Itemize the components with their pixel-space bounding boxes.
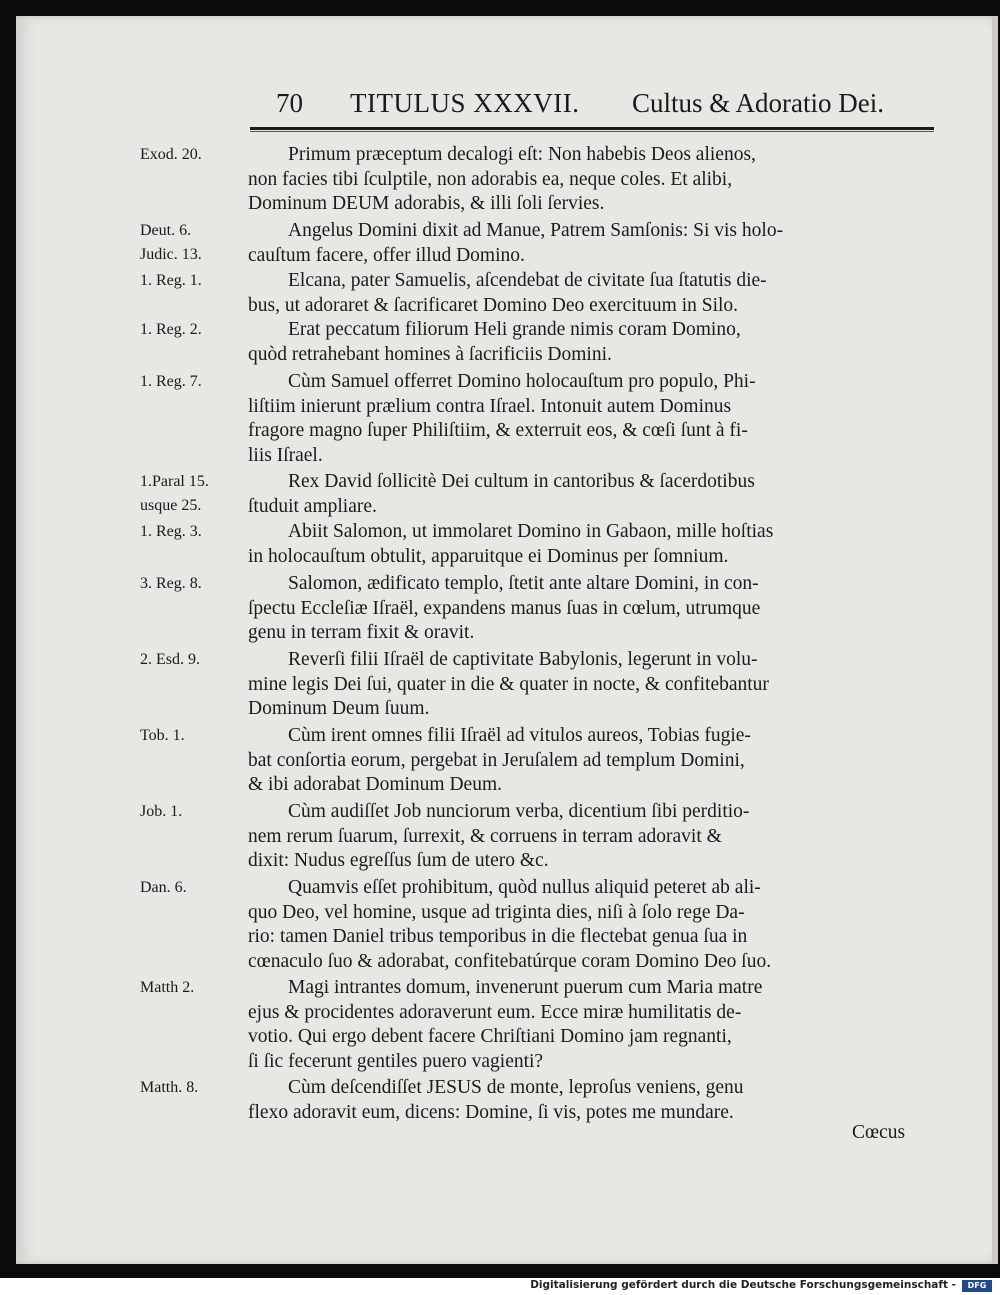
paragraph xyxy=(248,648,932,722)
margin-reference xyxy=(140,1076,250,1100)
page-title: TITULUS XXXVII. xyxy=(350,88,580,118)
paragraph xyxy=(248,143,932,217)
margin-reference xyxy=(140,876,250,900)
paragraph xyxy=(248,219,932,268)
text-line: Primum præceptum decalogi eſt: Non habebis Deos alienos, xyxy=(288,144,756,165)
reference-line: Deut. 6. xyxy=(140,222,192,239)
footer-bar xyxy=(0,1278,1000,1295)
reference-line: 1. Reg. 7. xyxy=(140,373,202,390)
reference-line: usque 25. xyxy=(140,497,202,514)
text-line: dixit: Nudus egreſſus ſum de utero &c. xyxy=(248,850,549,871)
margin-reference xyxy=(140,143,250,167)
reference-line: Dan. 6. xyxy=(140,879,187,896)
reference-line: 1.Paral 15. xyxy=(140,473,209,490)
text-line: in holocauſtum obtulit, apparuitque ei Dominus per ſomnium. xyxy=(248,545,729,567)
reference-line: 1. Reg. 1. xyxy=(140,272,202,289)
paragraph xyxy=(248,724,932,798)
paragraph xyxy=(248,800,932,874)
reference-line: Matth. 8. xyxy=(140,1079,199,1096)
paragraph xyxy=(248,572,932,646)
text-line: quòd retrahebant homines à ſacrificiis Domini. xyxy=(248,343,612,365)
dfg-logo: DFG xyxy=(962,1280,992,1292)
paragraph xyxy=(248,520,932,569)
page-subtitle: Cultus & Adoratio Dei. xyxy=(632,88,884,118)
text-line: Cùm deſcendiſſet JESUS de monte, leproſus veniens, genu xyxy=(288,1077,744,1098)
text-line: Salomon, ædificato templo, ſtetit ante altare Domini, in con- xyxy=(288,573,759,594)
text-line: nem rerum ſuarum, ſurrexit, & corruens in terram adoravit & xyxy=(248,825,722,847)
reference-line: 1. Reg. 2. xyxy=(140,321,202,338)
running-header xyxy=(0,88,982,128)
text-line: ejus & procidentes adoraverunt eum. Ecce miræ humilitatis de- xyxy=(248,1001,742,1023)
margin-reference xyxy=(140,269,250,293)
text-line: fragore magno ſuper Philiſtiim, & exterruit eos, & cœſi ſunt à fi- xyxy=(248,420,748,441)
margin-reference xyxy=(140,219,250,267)
text-line: non facies tibi ſculptile, non adorabis ea, neque coles. Et alibi, xyxy=(248,168,733,190)
reference-line: Matth 2. xyxy=(140,979,195,996)
text-line: Angelus Domini dixit ad Manue, Patrem Samſonis: Si vis holo- xyxy=(288,220,784,241)
reference-line: Judic. 13. xyxy=(140,246,202,263)
margin-reference xyxy=(140,470,250,518)
text-line: Dominum Deum ſuum. xyxy=(248,698,430,719)
header-rule xyxy=(250,127,934,130)
margin-reference xyxy=(140,318,250,342)
reference-line: Tob. 1. xyxy=(140,727,185,744)
catchword: Cœcus xyxy=(852,1122,906,1143)
paragraph xyxy=(248,876,932,974)
text-line: Cùm audiſſet Job nunciorum verba, dicentium ſibi perditio- xyxy=(288,801,750,822)
text-line: mine legis Dei ſui, quater in die & quater in nocte, & confitebantur xyxy=(248,673,769,695)
text-line: Rex David ſollicitè Dei cultum in cantoribus & ſacerdotibus xyxy=(288,471,755,492)
page-edge xyxy=(992,16,998,1264)
text-line: cœnaculo ſuo & adorabat, confitebatúrque coram Domino Deo ſuo. xyxy=(248,950,772,972)
margin-reference xyxy=(140,520,250,544)
text-line: ſpectu Eccleſiæ Iſraël, expandens manus ſuas in cœlum, utrumque xyxy=(248,597,761,619)
reference-line: Exod. 20. xyxy=(140,146,202,163)
page-number: 70 xyxy=(276,88,303,118)
margin-reference xyxy=(140,648,250,672)
margin-reference xyxy=(140,800,250,824)
margin-reference xyxy=(140,976,250,1000)
paragraph xyxy=(248,1076,932,1125)
text-line: liis Iſrael. xyxy=(248,444,323,466)
paragraph xyxy=(248,370,932,468)
margin-reference xyxy=(140,572,250,596)
text-line: cauſtum facere, offer illud Domino. xyxy=(248,244,525,266)
text-line: flexo adoravit eum, dicens: Domine, ſi vis, potes me mundare. xyxy=(248,1101,734,1123)
text-line: Reverſi filii Iſraël de captivitate Babylonis, legerunt in volu- xyxy=(288,649,758,670)
text-line: votio. Qui ergo debent facere Chriſtiani Domino jam regnanti, xyxy=(248,1026,732,1047)
reference-line: 1. Reg. 3. xyxy=(140,523,202,540)
text-line: ſtuduit ampliare. xyxy=(248,495,377,517)
text-line: Cùm irent omnes filii Iſraël ad vitulos aureos, Tobias fugie- xyxy=(288,725,751,746)
margin-reference xyxy=(140,370,250,394)
header-rule-thin xyxy=(250,131,934,132)
reference-line: Job. 1. xyxy=(140,803,183,820)
paragraph xyxy=(248,318,932,367)
text-line: quo Deo, vel homine, usque ad triginta dies, niſi à ſolo rege Da- xyxy=(248,901,745,923)
text-line: Dominum DEUM adorabis, & illi ſoli ſervies. xyxy=(248,193,605,214)
text-line: bus, ut adoraret & ſacrificaret Domino Deo exercituum in Silo. xyxy=(248,294,739,316)
paragraph xyxy=(248,269,932,318)
paragraph xyxy=(248,976,932,1074)
text-line: Magi intrantes domum, invenerunt puerum cum Maria matre xyxy=(288,977,763,998)
text-line: bat conſortia eorum, pergebat in Jeruſalem ad templum Domini, xyxy=(248,749,745,771)
paragraph xyxy=(248,470,932,519)
text-line: Elcana, pater Samuelis, aſcendebat de civitate ſua ſtatutis die- xyxy=(288,270,767,291)
text-line: rio: tamen Daniel tribus temporibus in die flectebat genua ſua in xyxy=(248,926,748,947)
text-line: Abiit Salomon, ut immolaret Domino in Gabaon, mille hoſtias xyxy=(288,521,774,542)
reference-line: 2. Esd. 9. xyxy=(140,651,200,668)
text-line: ſi ſic fecerunt gentiles puero vagienti? xyxy=(248,1050,544,1072)
margin-reference xyxy=(140,724,250,748)
text-line: liſtiim inierunt prælium contra Iſrael. Intonuit autem Dominus xyxy=(248,395,732,417)
text-line: & ibi adorabat Dominum Deum. xyxy=(248,774,502,795)
text-line: Quamvis eſſet prohibitum, quòd nullus aliquid peteret ab ali- xyxy=(288,877,761,898)
footer-credit: Digitalisierung gefördert durch die Deutsche Forschungsgemeinschaft - xyxy=(530,1279,956,1291)
text-line: Cùm Samuel offerret Domino holocauſtum pro populo, Phi- xyxy=(288,371,756,392)
text-line: Erat peccatum filiorum Heli grande nimis coram Domino, xyxy=(288,319,741,340)
reference-line: 3. Reg. 8. xyxy=(140,575,202,592)
text-line: genu in terram fixit & oravit. xyxy=(248,622,475,643)
